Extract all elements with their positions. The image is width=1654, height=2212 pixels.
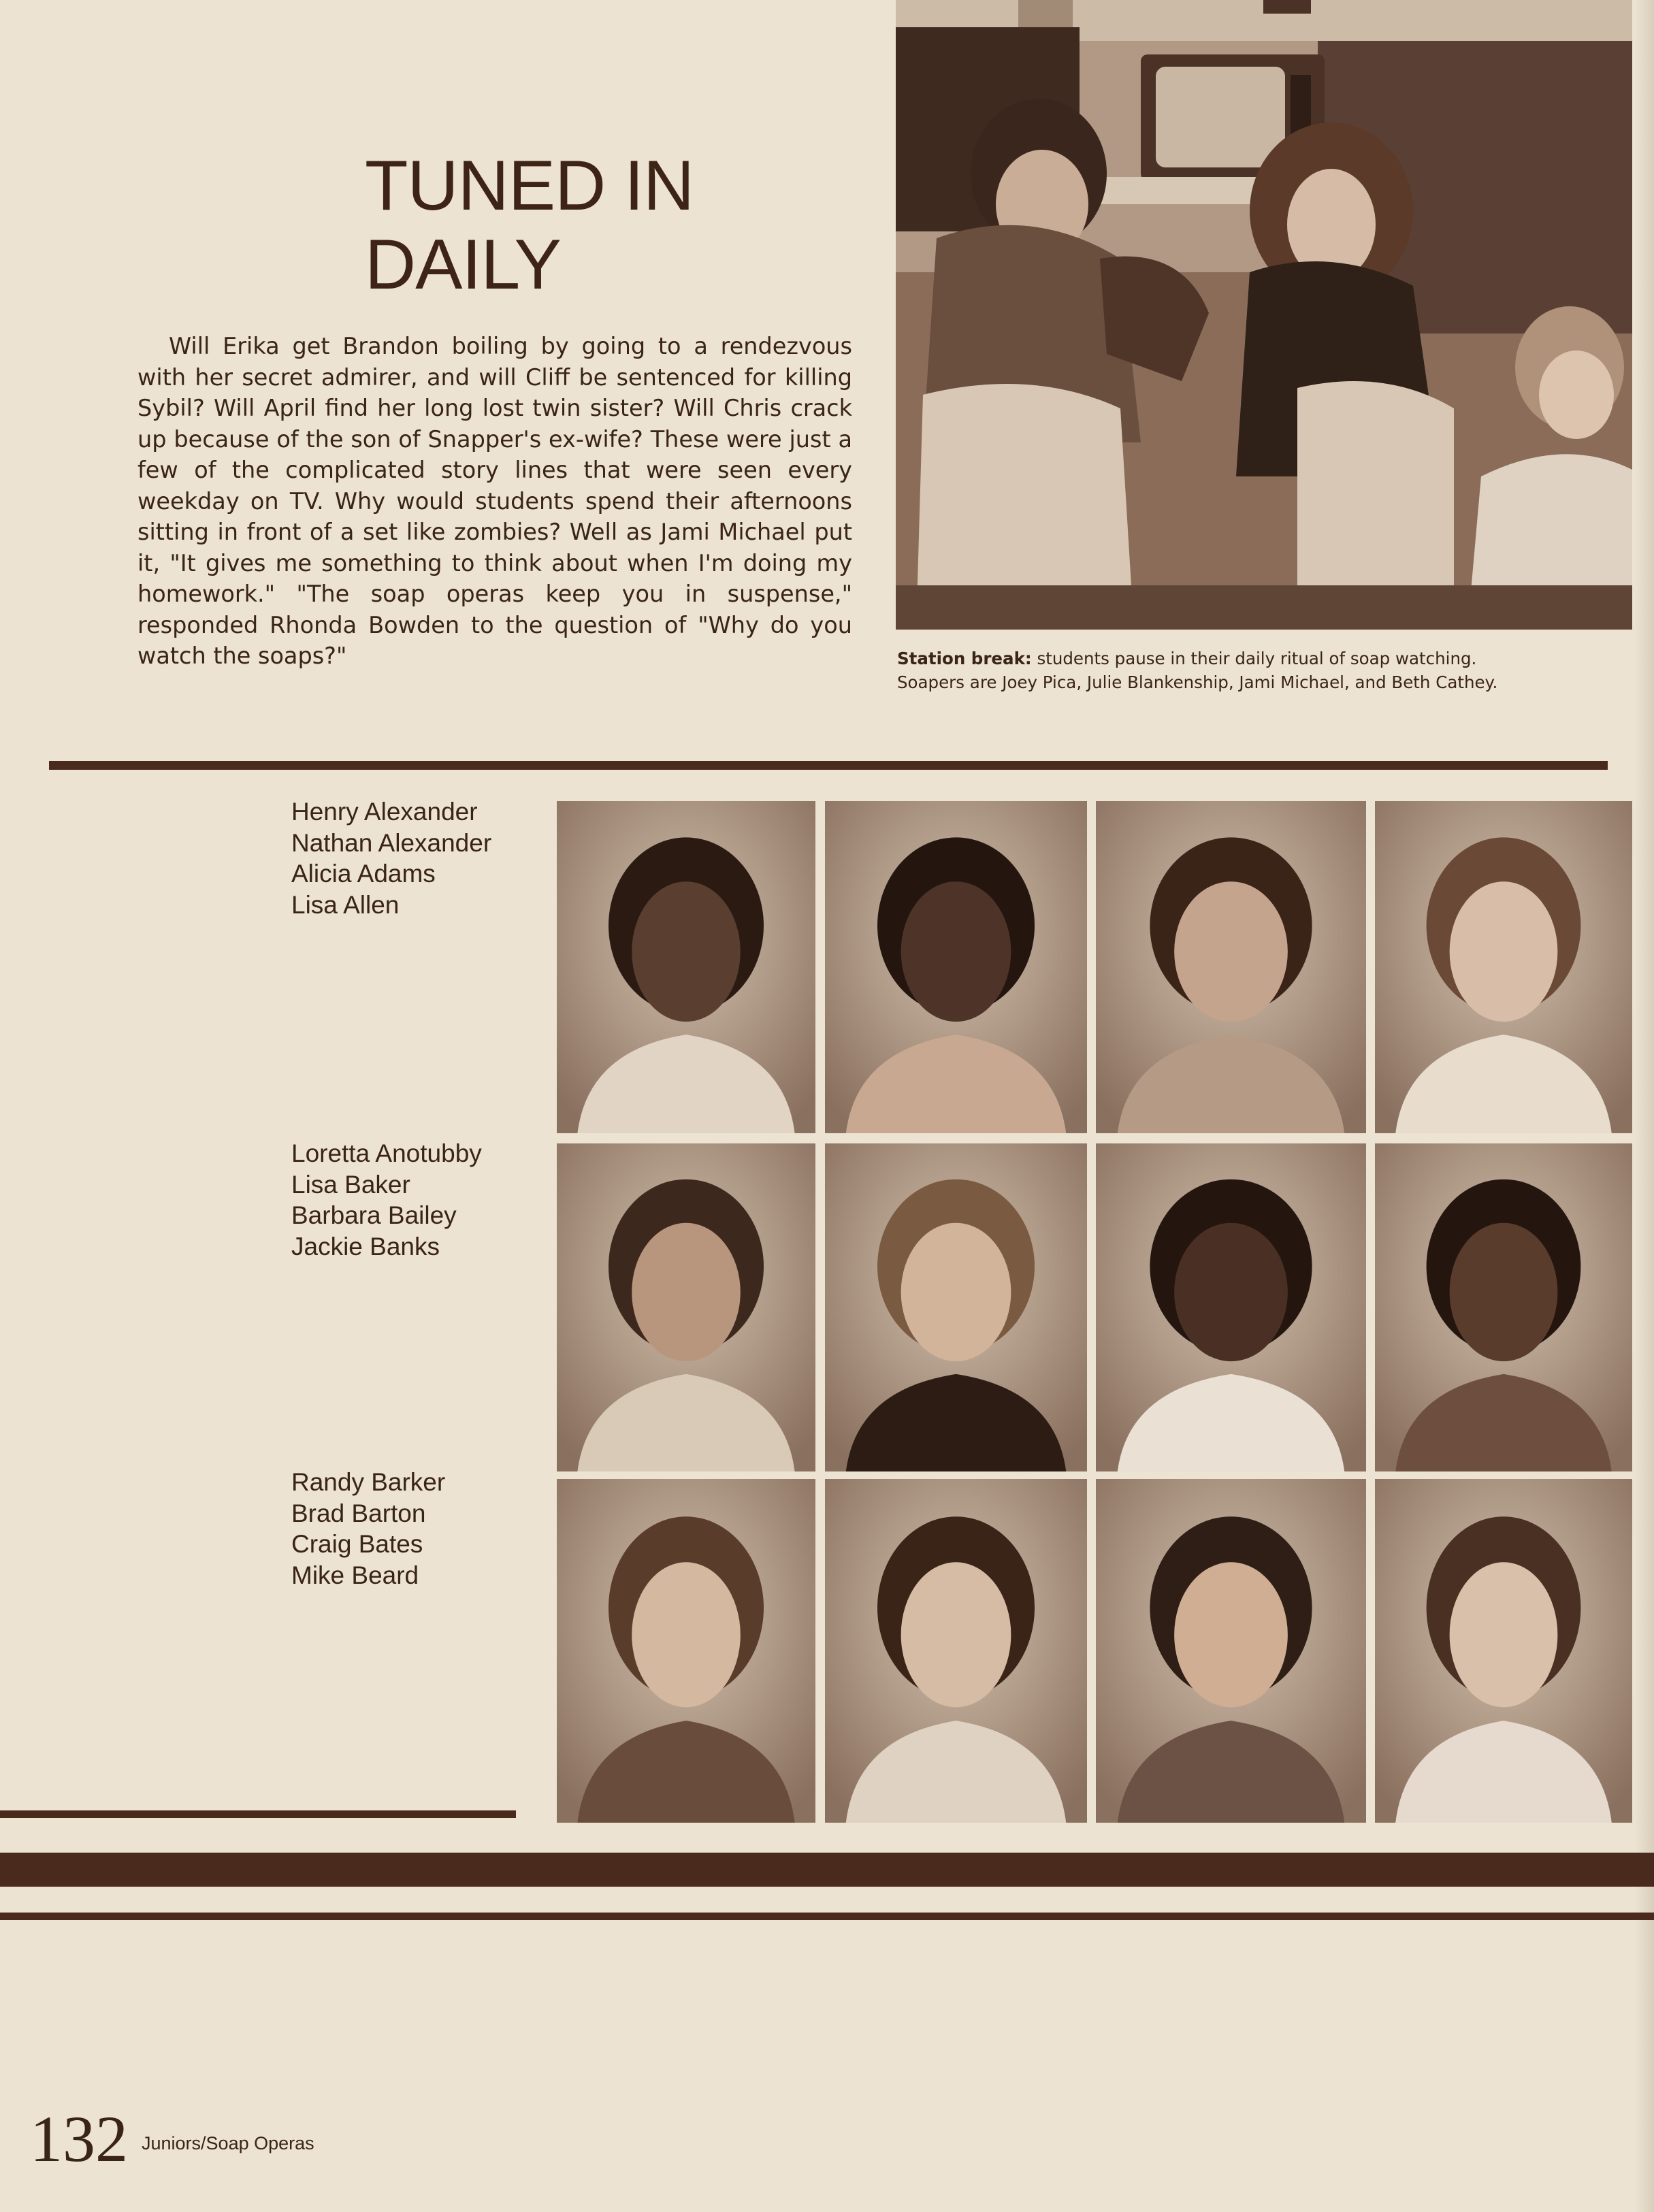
student-name: Lisa Allen	[291, 890, 400, 919]
short-divider	[0, 1810, 516, 1818]
student-name: Jackie Banks	[291, 1232, 440, 1260]
student-portrait	[1375, 1479, 1632, 1823]
student-portrait	[1096, 1479, 1366, 1823]
student-name: Henry Alexander	[291, 798, 478, 826]
student-portrait	[825, 801, 1087, 1133]
student-portrait	[557, 1479, 815, 1823]
student-name: Barbara Bailey	[291, 1201, 457, 1229]
caption-lead: Station break:	[897, 649, 1032, 668]
name-list-row-2	[291, 1138, 564, 1262]
article-body: Will Erika get Brandon boiling by going to a rendezvous with her secret admirer, and will Cliff be sentenced for killing Sybil? Will April find her long lost twin sister? Will Chris crack up because of the son of Snapper's ex-wife? These were just a few of the complicated story lines that were seen every weekday on TV. Why would students spend their afternoons sitting in front of a set like zombies? Well as Jami Michael put it, "It gives me something to think about when I'm doing my homework." "The soap operas keep you in suspense," responded Rhonda Bowden to the question of "Why do you watch the soaps?"	[137, 333, 852, 669]
name-list-row-3	[291, 1467, 564, 1591]
upper-divider	[49, 761, 1608, 770]
photo-caption	[897, 647, 1653, 694]
soap-watching-photo	[896, 0, 1632, 630]
thick-divider	[0, 1853, 1654, 1887]
caption-line-1	[897, 647, 1653, 670]
student-name: Nathan Alexander	[291, 828, 492, 857]
classroom-scene-image	[896, 0, 1632, 630]
student-name: Lisa Baker	[291, 1170, 410, 1199]
thin-divider	[0, 1913, 1654, 1920]
student-portrait	[1375, 801, 1632, 1133]
student-name: Alicia Adams	[291, 860, 436, 888]
title-line-2: DAILY	[365, 225, 561, 304]
student-portrait	[825, 1143, 1087, 1471]
student-name: Mike Beard	[291, 1561, 419, 1589]
page-number: 132	[30, 2102, 128, 2175]
caption-line-2: Soapers are Joey Pica, Julie Blankenship, Jami Michael, and Beth Cathey.	[897, 672, 1498, 692]
caption-line-1-text: students pause in their daily ritual of soap watching.	[1037, 649, 1477, 668]
section-label: Juniors/Soap Operas	[142, 2133, 314, 2153]
student-name: Brad Barton	[291, 1499, 426, 1527]
student-portrait	[1096, 1143, 1366, 1471]
name-list-row-1	[291, 796, 564, 920]
student-portrait	[557, 1143, 815, 1471]
student-name: Randy Barker	[291, 1468, 446, 1496]
student-portrait	[825, 1479, 1087, 1823]
student-name: Loretta Anotubby	[291, 1139, 482, 1167]
article-title	[365, 146, 882, 304]
student-portrait	[557, 801, 815, 1133]
student-name: Craig Bates	[291, 1530, 423, 1558]
student-portrait	[1096, 801, 1366, 1133]
student-portrait	[1375, 1143, 1632, 1471]
title-line-1: TUNED IN	[365, 146, 694, 225]
